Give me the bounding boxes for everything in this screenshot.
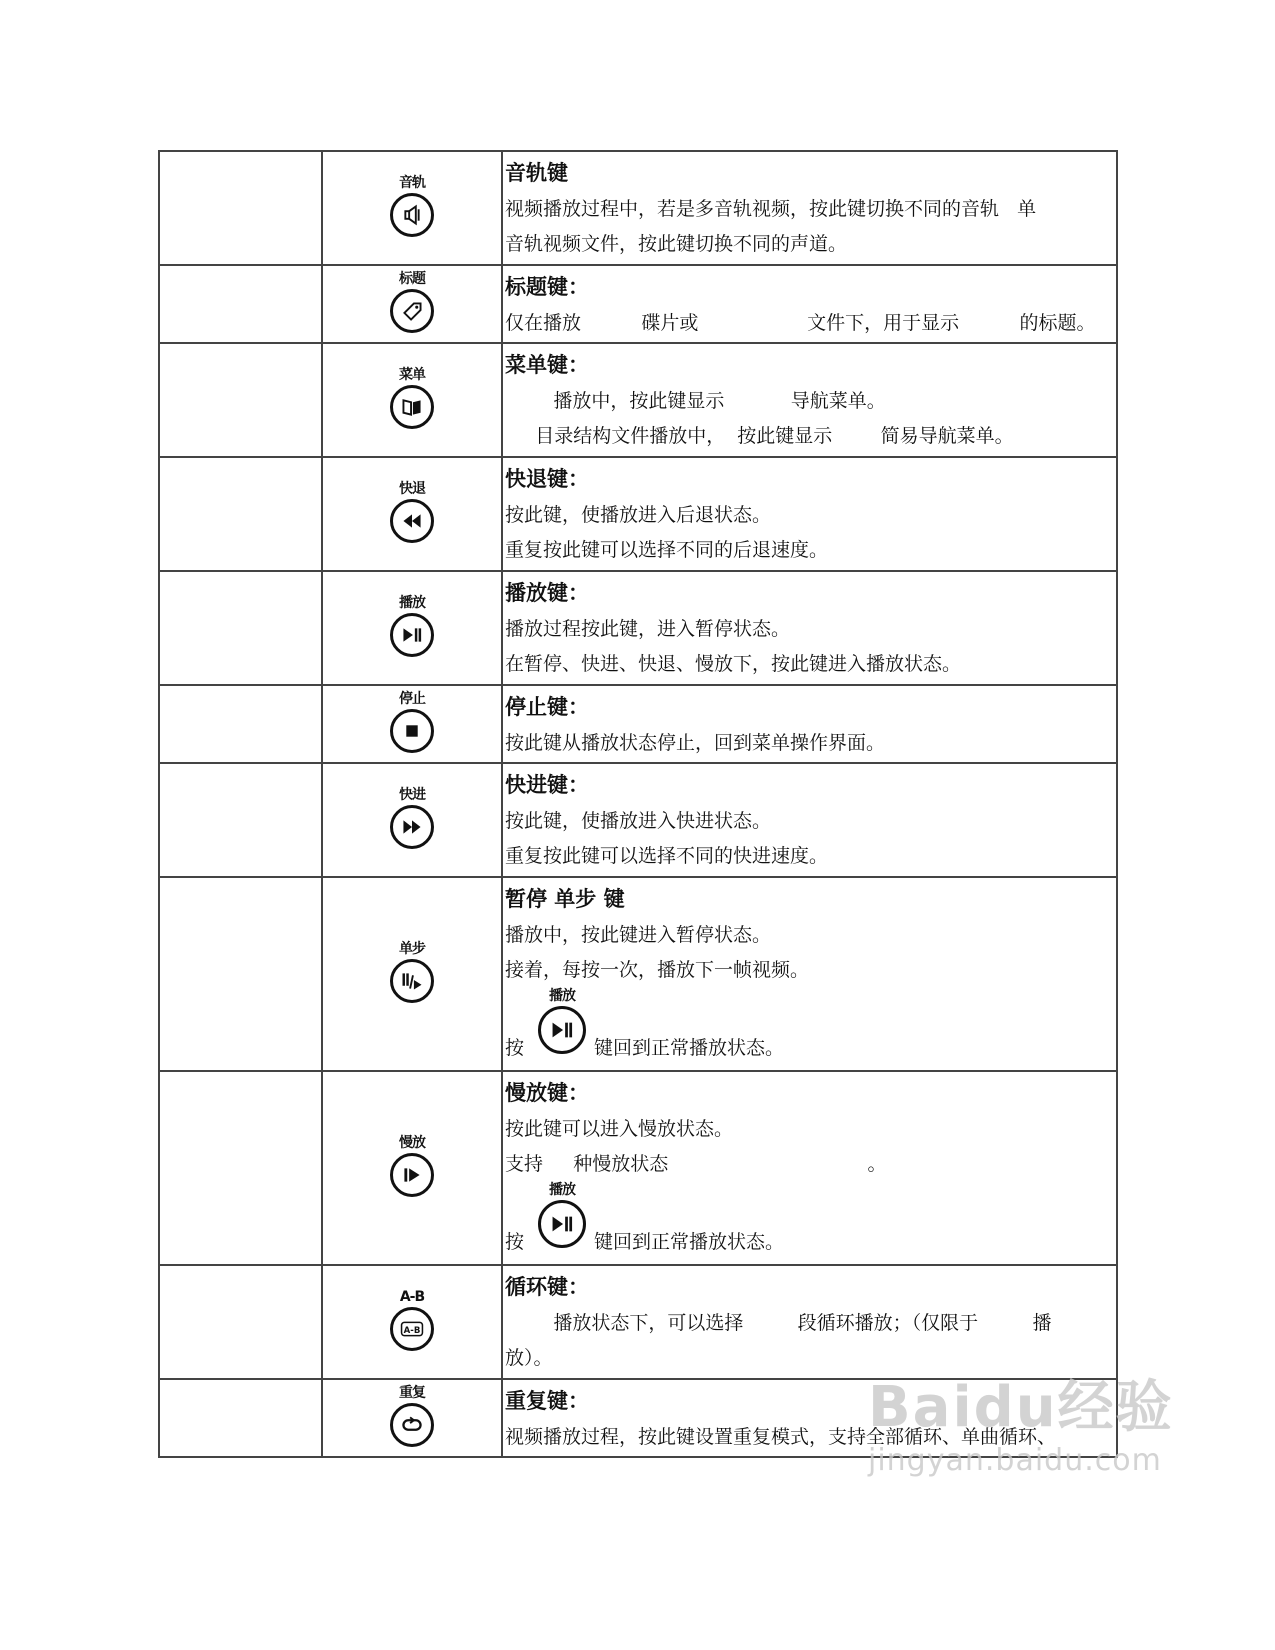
description-cell xyxy=(502,1379,1117,1457)
remote-button xyxy=(390,941,434,1007)
key-description-line: 重复按此键可以选择不同的快进速度。 xyxy=(505,845,829,867)
remote-button-label: 慢放 xyxy=(399,1135,425,1151)
description-cell xyxy=(502,763,1117,877)
key-row xyxy=(159,343,1117,457)
remote-button-label: 重复 xyxy=(399,1385,425,1401)
key-title: 标题键： xyxy=(505,275,589,299)
button-cell xyxy=(322,1071,502,1265)
button-cell xyxy=(322,685,502,763)
remote-button-label: 播放 xyxy=(549,988,576,1004)
rewind-icon xyxy=(390,499,434,543)
empty-cell xyxy=(159,1071,322,1265)
empty-cell xyxy=(159,571,322,685)
description-cell xyxy=(502,571,1117,685)
key-title: 慢放键： xyxy=(505,1081,589,1105)
remote-button xyxy=(390,787,434,853)
key-description-line: 在暂停、快进、快退、慢放下，按此键进入播放状态。 xyxy=(505,653,962,675)
tail-suffix: 键回到正常播放状态。 xyxy=(594,1231,785,1253)
remote-button-label: 快进 xyxy=(399,787,425,803)
empty-cell xyxy=(159,343,322,457)
empty-cell xyxy=(159,151,322,265)
remote-button xyxy=(390,1385,434,1451)
key-description-line: 接着，每按一次，播放下一帧视频。 xyxy=(505,959,810,981)
return-to-play-line xyxy=(505,988,1114,1063)
play-pause-icon xyxy=(390,613,434,657)
key-description-line: 播放状态下，可以选择 段循环播放；（仅限于 播 xyxy=(505,1312,1052,1334)
button-cell xyxy=(322,877,502,1071)
empty-cell xyxy=(159,1265,322,1379)
remote-button-label: 播放 xyxy=(549,1182,576,1198)
remote-button xyxy=(538,988,586,1063)
empty-cell xyxy=(159,1379,322,1457)
empty-cell xyxy=(159,457,322,571)
key-description-line: 仅在播放 碟片或 文件下，用于显示 的标题。 xyxy=(505,312,1096,334)
empty-cell xyxy=(159,265,322,343)
key-description-line: 音轨视频文件，按此键切换不同的声道。 xyxy=(505,233,848,255)
remote-button xyxy=(390,595,434,661)
description-cell xyxy=(502,877,1117,1071)
key-row xyxy=(159,457,1117,571)
remote-button xyxy=(390,175,434,241)
watermark-url: jingyan.baidu.com xyxy=(868,1443,1162,1478)
key-title: 快退键： xyxy=(505,467,589,491)
description-cell xyxy=(502,151,1117,265)
description-cell xyxy=(502,457,1117,571)
description-cell xyxy=(502,343,1117,457)
button-cell xyxy=(322,1265,502,1379)
play-pause-icon xyxy=(538,1006,586,1054)
remote-button xyxy=(538,1182,586,1257)
key-row xyxy=(159,877,1117,1071)
step-icon xyxy=(390,959,434,1003)
fast-forward-icon xyxy=(390,805,434,849)
description-cell xyxy=(502,265,1117,343)
description-cell xyxy=(502,1071,1117,1265)
remote-button-label: 音轨 xyxy=(399,175,425,191)
key-description-line: 播放中，按此键显示 导航菜单。 xyxy=(505,390,886,412)
key-description-line: 放）。 xyxy=(505,1347,553,1369)
tail-prefix: 按 xyxy=(505,1231,525,1253)
tag-icon xyxy=(390,289,434,333)
button-cell xyxy=(322,265,502,343)
key-row xyxy=(159,571,1117,685)
key-description-line: 支持 种慢放状态 。 xyxy=(505,1153,887,1175)
key-title: 暂停 单步 键 xyxy=(505,887,625,911)
remote-button-label: 快退 xyxy=(399,481,425,497)
remote-button xyxy=(390,367,434,433)
book-icon xyxy=(390,385,434,429)
ab-repeat-icon xyxy=(390,1307,434,1351)
remote-button-label: 播放 xyxy=(399,595,425,611)
key-description-line: 按此键，使播放进入快进状态。 xyxy=(505,810,772,832)
button-cell xyxy=(322,343,502,457)
slow-play-icon xyxy=(390,1153,434,1197)
key-row xyxy=(159,763,1117,877)
empty-cell xyxy=(159,685,322,763)
button-cell xyxy=(322,457,502,571)
key-row xyxy=(159,1071,1117,1265)
empty-cell xyxy=(159,877,322,1071)
remote-button xyxy=(390,1289,434,1355)
key-description-line: 目录结构文件播放中， 按此键显示 简易导航菜单。 xyxy=(505,425,1014,447)
key-description-line: 播放过程按此键，进入暂停状态。 xyxy=(505,618,791,640)
tail-suffix: 键回到正常播放状态。 xyxy=(594,1037,785,1059)
speaker-icon xyxy=(390,193,434,237)
return-to-play-line xyxy=(505,1182,1114,1257)
remote-button-label: 菜单 xyxy=(399,367,425,383)
button-cell xyxy=(322,151,502,265)
key-title: 菜单键： xyxy=(505,353,589,377)
key-description-line: 视频播放过程，按此键设置重复模式，支持全部循环、单曲循环、 xyxy=(505,1426,1057,1448)
play-pause-icon xyxy=(538,1200,586,1248)
key-title: 快进键： xyxy=(505,773,589,797)
remote-button xyxy=(390,691,434,757)
remote-button-label: 标题 xyxy=(399,271,425,287)
empty-cell xyxy=(159,763,322,877)
key-description-line: 按此键从播放状态停止，回到菜单操作界面。 xyxy=(505,732,886,754)
key-description-table xyxy=(158,150,1118,1458)
key-description-line: 重复按此键可以选择不同的后退速度。 xyxy=(505,539,829,561)
remote-button-label: 单步 xyxy=(399,941,425,957)
watermark-brand: Baidu经验 xyxy=(868,1375,1174,1440)
key-row xyxy=(159,685,1117,763)
key-description-line: 按此键，使播放进入后退状态。 xyxy=(505,504,772,526)
key-row xyxy=(159,151,1117,265)
description-cell xyxy=(502,1265,1117,1379)
tail-prefix: 按 xyxy=(505,1037,525,1059)
button-cell xyxy=(322,1379,502,1457)
key-description-line: 播放中，按此键进入暂停状态。 xyxy=(505,924,772,946)
key-title: 循环键： xyxy=(505,1275,589,1299)
description-cell xyxy=(502,685,1117,763)
key-title: 停止键： xyxy=(505,695,589,719)
svg-text:A-B: A-B xyxy=(403,1325,421,1336)
stop-icon xyxy=(390,709,434,753)
key-description-line: 按此键可以进入慢放状态。 xyxy=(505,1118,734,1140)
key-title: 音轨键 xyxy=(505,161,568,185)
key-row xyxy=(159,1265,1117,1379)
remote-button xyxy=(390,1135,434,1201)
key-row xyxy=(159,265,1117,343)
remote-button-label: A-B xyxy=(399,1289,425,1305)
button-cell xyxy=(322,571,502,685)
remote-button-label: 停止 xyxy=(399,691,425,707)
repeat-icon xyxy=(390,1403,434,1447)
key-row xyxy=(159,1379,1117,1457)
key-description-line: 视频播放过程中，若是多音轨视频，按此键切换不同的音轨 单 xyxy=(505,198,1037,220)
remote-button xyxy=(390,481,434,547)
key-title: 重复键： xyxy=(505,1389,589,1413)
remote-button xyxy=(390,271,434,337)
key-title: 播放键： xyxy=(505,581,589,605)
button-cell xyxy=(322,763,502,877)
